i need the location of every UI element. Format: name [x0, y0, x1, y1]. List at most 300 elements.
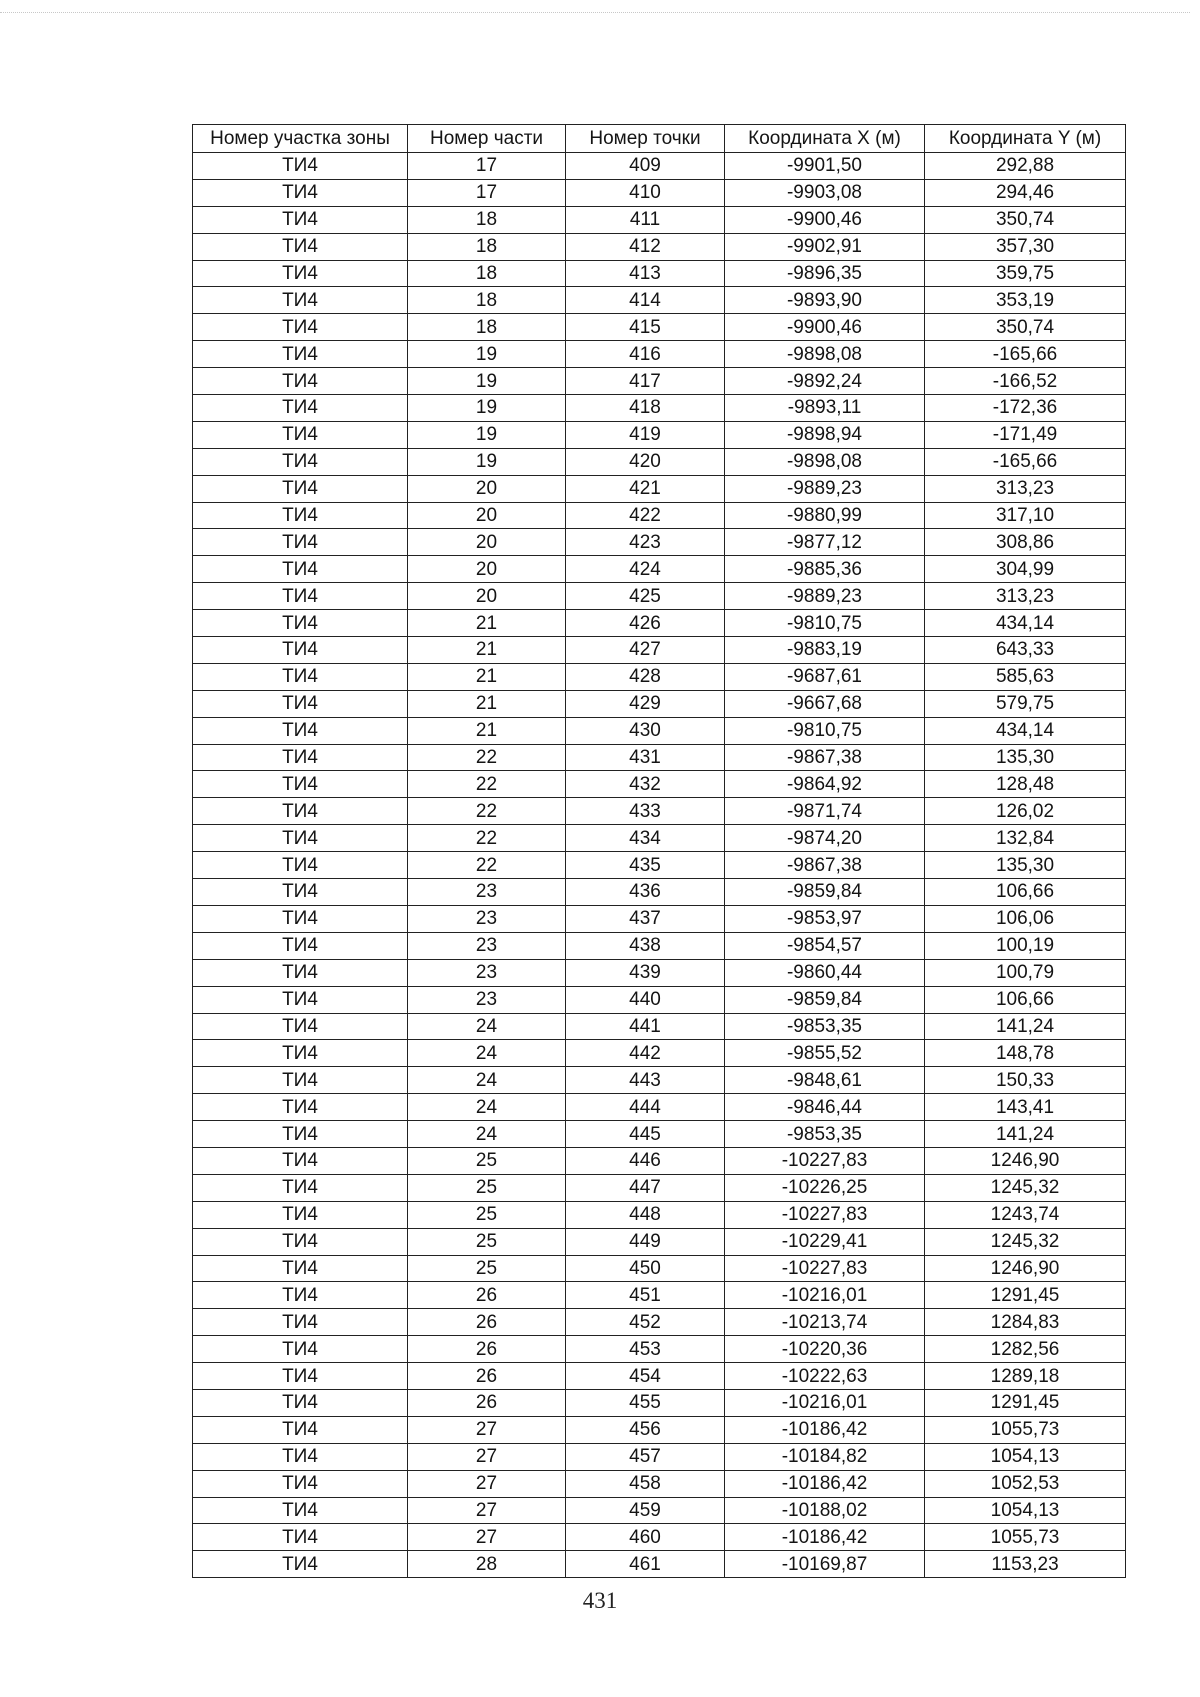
y-cell: 357,30 — [925, 233, 1126, 260]
y-cell: -165,66 — [925, 448, 1126, 475]
y-cell: 1055,73 — [925, 1416, 1126, 1443]
part-cell: 26 — [408, 1309, 566, 1336]
x-cell: -9889,23 — [725, 583, 925, 610]
table-row — [193, 206, 1126, 233]
point-cell: 411 — [566, 206, 725, 233]
y-cell: 143,41 — [925, 1094, 1126, 1121]
table-row — [193, 1389, 1126, 1416]
x-cell: -9867,38 — [725, 852, 925, 879]
zone-cell: ТИ4 — [193, 932, 408, 959]
y-cell: 106,66 — [925, 879, 1126, 906]
table-row — [193, 610, 1126, 637]
y-cell: 350,74 — [925, 314, 1126, 341]
header-point-number: Номер точки — [566, 125, 725, 153]
zone-cell: ТИ4 — [193, 1336, 408, 1363]
y-cell: 1153,23 — [925, 1551, 1126, 1578]
x-cell: -10216,01 — [725, 1282, 925, 1309]
x-cell: -9893,90 — [725, 287, 925, 314]
x-cell: -10220,36 — [725, 1336, 925, 1363]
point-cell: 410 — [566, 179, 725, 206]
y-cell: 1245,32 — [925, 1174, 1126, 1201]
header-coordinate-y: Координата Y (м) — [925, 125, 1126, 153]
x-cell: -9903,08 — [725, 179, 925, 206]
y-cell: 141,24 — [925, 1013, 1126, 1040]
zone-cell: ТИ4 — [193, 233, 408, 260]
part-cell: 23 — [408, 905, 566, 932]
x-cell: -9846,44 — [725, 1094, 925, 1121]
zone-cell: ТИ4 — [193, 179, 408, 206]
table-row — [193, 421, 1126, 448]
part-cell: 25 — [408, 1201, 566, 1228]
x-cell: -9889,23 — [725, 475, 925, 502]
y-cell: 434,14 — [925, 610, 1126, 637]
point-cell: 447 — [566, 1174, 725, 1201]
table-row — [193, 1282, 1126, 1309]
table-row — [193, 663, 1126, 690]
table-row — [193, 1497, 1126, 1524]
part-cell: 24 — [408, 1121, 566, 1148]
x-cell: -9859,84 — [725, 986, 925, 1013]
zone-cell: ТИ4 — [193, 1309, 408, 1336]
point-cell: 438 — [566, 932, 725, 959]
zone-cell: ТИ4 — [193, 1013, 408, 1040]
point-cell: 430 — [566, 717, 725, 744]
x-cell: -10188,02 — [725, 1497, 925, 1524]
point-cell: 437 — [566, 905, 725, 932]
y-cell: 1284,83 — [925, 1309, 1126, 1336]
zone-cell: ТИ4 — [193, 1363, 408, 1390]
zone-cell: ТИ4 — [193, 1094, 408, 1121]
part-cell: 20 — [408, 475, 566, 502]
x-cell: -9860,44 — [725, 959, 925, 986]
part-cell: 22 — [408, 852, 566, 879]
y-cell: 353,19 — [925, 287, 1126, 314]
y-cell: 317,10 — [925, 502, 1126, 529]
zone-cell: ТИ4 — [193, 905, 408, 932]
part-cell: 18 — [408, 287, 566, 314]
point-cell: 453 — [566, 1336, 725, 1363]
part-cell: 19 — [408, 341, 566, 368]
y-cell: 359,75 — [925, 260, 1126, 287]
point-cell: 444 — [566, 1094, 725, 1121]
zone-cell: ТИ4 — [193, 986, 408, 1013]
y-cell: 313,23 — [925, 475, 1126, 502]
zone-cell: ТИ4 — [193, 395, 408, 422]
point-cell: 441 — [566, 1013, 725, 1040]
part-cell: 20 — [408, 583, 566, 610]
x-cell: -9898,08 — [725, 448, 925, 475]
x-cell: -10186,42 — [725, 1524, 925, 1551]
point-cell: 458 — [566, 1470, 725, 1497]
x-cell: -9885,36 — [725, 556, 925, 583]
part-cell: 23 — [408, 879, 566, 906]
y-cell: 135,30 — [925, 744, 1126, 771]
zone-cell: ТИ4 — [193, 744, 408, 771]
table-row — [193, 852, 1126, 879]
y-cell: 434,14 — [925, 717, 1126, 744]
table-row — [193, 529, 1126, 556]
point-cell: 432 — [566, 771, 725, 798]
zone-cell: ТИ4 — [193, 502, 408, 529]
point-cell: 450 — [566, 1255, 725, 1282]
point-cell: 459 — [566, 1497, 725, 1524]
part-cell: 17 — [408, 179, 566, 206]
zone-cell: ТИ4 — [193, 879, 408, 906]
part-cell: 21 — [408, 663, 566, 690]
x-cell: -9901,50 — [725, 153, 925, 180]
point-cell: 445 — [566, 1121, 725, 1148]
part-cell: 24 — [408, 1094, 566, 1121]
y-cell: 1055,73 — [925, 1524, 1126, 1551]
table-row — [193, 1443, 1126, 1470]
y-cell: 1246,90 — [925, 1147, 1126, 1174]
part-cell: 21 — [408, 717, 566, 744]
part-cell: 24 — [408, 1013, 566, 1040]
y-cell: -172,36 — [925, 395, 1126, 422]
x-cell: -9900,46 — [725, 206, 925, 233]
table-row — [193, 1363, 1126, 1390]
point-cell: 456 — [566, 1416, 725, 1443]
zone-cell: ТИ4 — [193, 1067, 408, 1094]
y-cell: 308,86 — [925, 529, 1126, 556]
zone-cell: ТИ4 — [193, 260, 408, 287]
point-cell: 416 — [566, 341, 725, 368]
part-cell: 19 — [408, 395, 566, 422]
part-cell: 19 — [408, 421, 566, 448]
table-row — [193, 368, 1126, 395]
point-cell: 422 — [566, 502, 725, 529]
part-cell: 24 — [408, 1040, 566, 1067]
point-cell: 418 — [566, 395, 725, 422]
y-cell: 350,74 — [925, 206, 1126, 233]
table-row — [193, 1040, 1126, 1067]
point-cell: 419 — [566, 421, 725, 448]
y-cell: 1054,13 — [925, 1443, 1126, 1470]
x-cell: -9864,92 — [725, 771, 925, 798]
point-cell: 431 — [566, 744, 725, 771]
x-cell: -9898,94 — [725, 421, 925, 448]
point-cell: 449 — [566, 1228, 725, 1255]
point-cell: 434 — [566, 825, 725, 852]
table-row — [193, 395, 1126, 422]
x-cell: -9883,19 — [725, 637, 925, 664]
zone-cell: ТИ4 — [193, 1121, 408, 1148]
point-cell: 454 — [566, 1363, 725, 1390]
zone-cell: ТИ4 — [193, 153, 408, 180]
x-cell: -9810,75 — [725, 717, 925, 744]
part-cell: 18 — [408, 260, 566, 287]
y-cell: 100,19 — [925, 932, 1126, 959]
x-cell: -9687,61 — [725, 663, 925, 690]
point-cell: 455 — [566, 1389, 725, 1416]
part-cell: 20 — [408, 556, 566, 583]
point-cell: 426 — [566, 610, 725, 637]
y-cell: -165,66 — [925, 341, 1126, 368]
y-cell: 141,24 — [925, 1121, 1126, 1148]
table-row — [193, 1147, 1126, 1174]
table-row — [193, 879, 1126, 906]
table-row — [193, 448, 1126, 475]
part-cell: 23 — [408, 986, 566, 1013]
zone-cell: ТИ4 — [193, 421, 408, 448]
x-cell: -10227,83 — [725, 1147, 925, 1174]
y-cell: 1052,53 — [925, 1470, 1126, 1497]
x-cell: -9848,61 — [725, 1067, 925, 1094]
y-cell: 128,48 — [925, 771, 1126, 798]
x-cell: -10222,63 — [725, 1363, 925, 1390]
x-cell: -10227,83 — [725, 1255, 925, 1282]
x-cell: -9893,11 — [725, 395, 925, 422]
zone-cell: ТИ4 — [193, 1524, 408, 1551]
point-cell: 440 — [566, 986, 725, 1013]
point-cell: 423 — [566, 529, 725, 556]
part-cell: 22 — [408, 825, 566, 852]
table-row — [193, 717, 1126, 744]
y-cell: 1291,45 — [925, 1282, 1126, 1309]
zone-cell: ТИ4 — [193, 1201, 408, 1228]
y-cell: 1289,18 — [925, 1363, 1126, 1390]
part-cell: 25 — [408, 1228, 566, 1255]
table-row — [193, 1067, 1126, 1094]
y-cell: 643,33 — [925, 637, 1126, 664]
point-cell: 420 — [566, 448, 725, 475]
part-cell: 23 — [408, 932, 566, 959]
table-row — [193, 637, 1126, 664]
page-number: 431 — [582, 1588, 618, 1613]
point-cell: 425 — [566, 583, 725, 610]
part-cell: 19 — [408, 448, 566, 475]
part-cell: 27 — [408, 1416, 566, 1443]
x-cell: -9867,38 — [725, 744, 925, 771]
table-row — [193, 932, 1126, 959]
zone-cell: ТИ4 — [193, 852, 408, 879]
x-cell: -10226,25 — [725, 1174, 925, 1201]
point-cell: 414 — [566, 287, 725, 314]
table-row — [193, 502, 1126, 529]
part-cell: 22 — [408, 771, 566, 798]
part-cell: 21 — [408, 637, 566, 664]
table-row — [193, 1255, 1126, 1282]
table-row — [193, 1228, 1126, 1255]
point-cell: 413 — [566, 260, 725, 287]
table-row — [193, 1551, 1126, 1578]
zone-cell: ТИ4 — [193, 556, 408, 583]
table-row — [193, 690, 1126, 717]
x-cell: -10229,41 — [725, 1228, 925, 1255]
zone-cell: ТИ4 — [193, 1282, 408, 1309]
table-row — [193, 1336, 1126, 1363]
y-cell: 135,30 — [925, 852, 1126, 879]
part-cell: 27 — [408, 1497, 566, 1524]
zone-cell: ТИ4 — [193, 1551, 408, 1578]
part-cell: 21 — [408, 690, 566, 717]
table-row — [193, 1470, 1126, 1497]
x-cell: -9859,84 — [725, 879, 925, 906]
point-cell: 428 — [566, 663, 725, 690]
zone-cell: ТИ4 — [193, 690, 408, 717]
table-row — [193, 179, 1126, 206]
y-cell: 132,84 — [925, 825, 1126, 852]
table-header-row — [193, 125, 1126, 153]
zone-cell: ТИ4 — [193, 959, 408, 986]
y-cell: 106,66 — [925, 986, 1126, 1013]
table-row — [193, 341, 1126, 368]
header-zone-section: Номер участка зоны — [193, 125, 408, 153]
point-cell: 442 — [566, 1040, 725, 1067]
x-cell: -10184,82 — [725, 1443, 925, 1470]
y-cell: 579,75 — [925, 690, 1126, 717]
x-cell: -10186,42 — [725, 1470, 925, 1497]
zone-cell: ТИ4 — [193, 1389, 408, 1416]
part-cell: 20 — [408, 529, 566, 556]
x-cell: -9892,24 — [725, 368, 925, 395]
table-row — [193, 959, 1126, 986]
x-cell: -10216,01 — [725, 1389, 925, 1416]
table-row — [193, 287, 1126, 314]
point-cell: 461 — [566, 1551, 725, 1578]
part-cell: 22 — [408, 798, 566, 825]
table-row — [193, 798, 1126, 825]
part-cell: 17 — [408, 153, 566, 180]
part-cell: 28 — [408, 1551, 566, 1578]
part-cell: 26 — [408, 1336, 566, 1363]
x-cell: -9900,46 — [725, 314, 925, 341]
table-row — [193, 905, 1126, 932]
point-cell: 443 — [566, 1067, 725, 1094]
table-row — [193, 583, 1126, 610]
zone-cell: ТИ4 — [193, 610, 408, 637]
point-cell: 436 — [566, 879, 725, 906]
zone-cell: ТИ4 — [193, 314, 408, 341]
table-row — [193, 825, 1126, 852]
y-cell: 292,88 — [925, 153, 1126, 180]
scan-border-line — [0, 12, 1190, 13]
table-row — [193, 556, 1126, 583]
point-cell: 452 — [566, 1309, 725, 1336]
table-row — [193, 1201, 1126, 1228]
point-cell: 460 — [566, 1524, 725, 1551]
x-cell: -9853,97 — [725, 905, 925, 932]
point-cell: 424 — [566, 556, 725, 583]
x-cell: -9853,35 — [725, 1013, 925, 1040]
point-cell: 446 — [566, 1147, 725, 1174]
zone-cell: ТИ4 — [193, 368, 408, 395]
zone-cell: ТИ4 — [193, 1255, 408, 1282]
x-cell: -9902,91 — [725, 233, 925, 260]
part-cell: 21 — [408, 610, 566, 637]
part-cell: 25 — [408, 1255, 566, 1282]
zone-cell: ТИ4 — [193, 1040, 408, 1067]
zone-cell: ТИ4 — [193, 341, 408, 368]
zone-cell: ТИ4 — [193, 529, 408, 556]
part-cell: 18 — [408, 206, 566, 233]
table-row — [193, 744, 1126, 771]
zone-cell: ТИ4 — [193, 717, 408, 744]
point-cell: 451 — [566, 1282, 725, 1309]
header-coordinate-x: Координата X (м) — [725, 125, 925, 153]
header-part-number: Номер части — [408, 125, 566, 153]
y-cell: 106,06 — [925, 905, 1126, 932]
y-cell: 1246,90 — [925, 1255, 1126, 1282]
part-cell: 19 — [408, 368, 566, 395]
x-cell: -9898,08 — [725, 341, 925, 368]
table-row — [193, 1309, 1126, 1336]
x-cell: -10169,87 — [725, 1551, 925, 1578]
y-cell: 585,63 — [925, 663, 1126, 690]
table-row — [193, 986, 1126, 1013]
part-cell: 25 — [408, 1147, 566, 1174]
y-cell: 100,79 — [925, 959, 1126, 986]
y-cell: 1054,13 — [925, 1497, 1126, 1524]
y-cell: 148,78 — [925, 1040, 1126, 1067]
zone-cell: ТИ4 — [193, 1470, 408, 1497]
part-cell: 20 — [408, 502, 566, 529]
part-cell: 22 — [408, 744, 566, 771]
x-cell: -9877,12 — [725, 529, 925, 556]
part-cell: 27 — [408, 1524, 566, 1551]
point-cell: 457 — [566, 1443, 725, 1470]
point-cell: 412 — [566, 233, 725, 260]
x-cell: -9854,57 — [725, 932, 925, 959]
y-cell: 1245,32 — [925, 1228, 1126, 1255]
table-row — [193, 1121, 1126, 1148]
x-cell: -9667,68 — [725, 690, 925, 717]
y-cell: -171,49 — [925, 421, 1126, 448]
zone-cell: ТИ4 — [193, 798, 408, 825]
table-row — [193, 1416, 1126, 1443]
zone-cell: ТИ4 — [193, 1174, 408, 1201]
point-cell: 409 — [566, 153, 725, 180]
table-row — [193, 260, 1126, 287]
part-cell: 18 — [408, 233, 566, 260]
part-cell: 27 — [408, 1470, 566, 1497]
x-cell: -9874,20 — [725, 825, 925, 852]
part-cell: 27 — [408, 1443, 566, 1470]
part-cell: 18 — [408, 314, 566, 341]
x-cell: -10227,83 — [725, 1201, 925, 1228]
zone-cell: ТИ4 — [193, 448, 408, 475]
table-row — [193, 1174, 1126, 1201]
y-cell: 1243,74 — [925, 1201, 1126, 1228]
x-cell: -9880,99 — [725, 502, 925, 529]
zone-cell: ТИ4 — [193, 1147, 408, 1174]
zone-cell: ТИ4 — [193, 583, 408, 610]
y-cell: 304,99 — [925, 556, 1126, 583]
zone-cell: ТИ4 — [193, 475, 408, 502]
table-row — [193, 771, 1126, 798]
point-cell: 448 — [566, 1201, 725, 1228]
table-body — [193, 153, 1126, 1578]
part-cell: 24 — [408, 1067, 566, 1094]
zone-cell: ТИ4 — [193, 637, 408, 664]
coordinates-table — [192, 124, 1126, 1578]
y-cell: 126,02 — [925, 798, 1126, 825]
table-row — [193, 233, 1126, 260]
zone-cell: ТИ4 — [193, 1416, 408, 1443]
x-cell: -9871,74 — [725, 798, 925, 825]
point-cell: 415 — [566, 314, 725, 341]
x-cell: -9853,35 — [725, 1121, 925, 1148]
x-cell: -10186,42 — [725, 1416, 925, 1443]
point-cell: 427 — [566, 637, 725, 664]
point-cell: 429 — [566, 690, 725, 717]
x-cell: -9896,35 — [725, 260, 925, 287]
zone-cell: ТИ4 — [193, 1443, 408, 1470]
point-cell: 417 — [566, 368, 725, 395]
table-row — [193, 1094, 1126, 1121]
zone-cell: ТИ4 — [193, 287, 408, 314]
y-cell: -166,52 — [925, 368, 1126, 395]
